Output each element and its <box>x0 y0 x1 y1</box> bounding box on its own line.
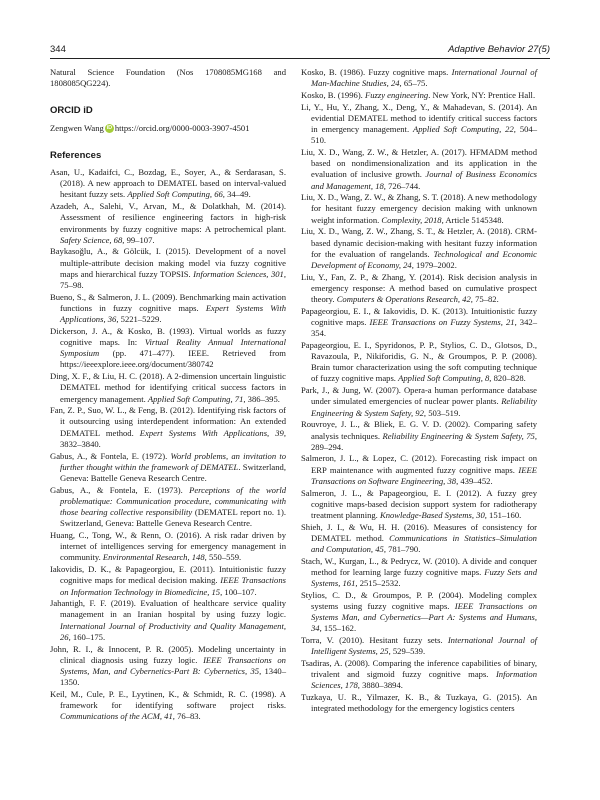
reference-pages: . New York, NY: Prentice Hall. <box>428 89 536 100</box>
reference-authors-title: Huang, C., Tong, W., & Renn, O. (2016). A risk radar driven by internet of intelligences serving for emergency management in community. <box>50 530 286 563</box>
reference-item <box>50 246 286 291</box>
reference-source: Safety Science, 68 <box>60 234 123 245</box>
reference-authors-title: Tsadiras, A. (2008). Comparing the inference capabilities of binary, trivalent and sigmoid fuzzy cognitive maps. <box>301 658 537 680</box>
reference-source: Computers & Operations Research, 42 <box>336 294 471 305</box>
reference-authors-title: Asan, U., Kadaifci, C., Bozdag, E., Soyer, A., & Serdarasan, S. (2018). A new approach to DEMATEL based on interval-valued hesitant fuzzy sets. <box>50 167 286 200</box>
reference-pages: , 65–75. <box>399 78 428 89</box>
reference-pages: , 155–162. <box>319 623 357 634</box>
reference-source: International Journal of Man-Machine Studies, 24 <box>311 67 537 89</box>
reference-source: International Journal of Intelligent Systems, 25 <box>311 635 538 657</box>
reference-source: World problems, an invitation to further thought within the framework of DEMATEL <box>60 450 287 472</box>
reference-authors-title: Liu, X. D., Wang, Z. W., & Zhang, S. T. (2018). A new methodology for hesitant fuzzy emergency decision making with unknown weight information. <box>301 192 537 225</box>
reference-item <box>301 453 537 487</box>
reference-source: Expert Systems With Applications, 36 <box>60 302 286 325</box>
reference-pages: , 2515–2532. <box>355 578 401 589</box>
reference-authors-title: Liu, X. D., Wang, Z. W., Zhang, S. T., & Hetzler, A. (2018). CRM-based dynamic decision-making with hesitant fuzzy information for the evaluation of rangelands. <box>301 226 537 259</box>
reference-source: Fuzzy engineering <box>364 89 429 100</box>
reference-source: Expert Systems With Applications, 39 <box>139 427 284 438</box>
reference-authors-title: Tuzkaya, U. R., Yilmazer, K. B., & Tuzkaya, G. (2015). An integrated methodology for the emergency logistics centers <box>301 692 537 714</box>
header-rule <box>50 58 550 59</box>
reference-authors-title: Dickerson, J. A., & Kosko, B. (1993). Virtual worlds as fuzzy cognitive maps. In: <box>50 325 286 348</box>
reference-pages: , 160–175. <box>68 631 106 642</box>
reference-pages: . Switzerland, Geneva: Battelle Geneva Research Centre. <box>60 461 286 483</box>
reference-authors-title: Kosko, B. (1986). Fuzzy cognitive maps. <box>301 67 452 77</box>
reference-source: Communications of the ACM, 41 <box>60 711 173 722</box>
reference-item <box>50 451 286 485</box>
reference-source: IEEE Transactions on Information Technology in Biomedicine, 15 <box>60 575 286 597</box>
reference-source: Applied Soft Computing, 22 <box>413 124 514 135</box>
reference-item <box>50 371 286 405</box>
orcid-heading: ORCID iD <box>50 105 93 117</box>
reference-authors-title: Gabus, A., & Fontela, E. (1972). <box>50 450 171 461</box>
reference-authors-title: Keil, M., Cule, P. E., Lyytinen, K., & Schmidt, R. C. (1998). A framework for identifying software project risks. <box>50 688 286 711</box>
reference-source: IEEE Transactions on Systems Man, and Cybernetics—Part A: Systems and Humans, 34 <box>311 601 537 634</box>
reference-source: Reliability Engineering & System Safety, 92 <box>311 396 537 418</box>
reference-pages: , 726–744. <box>383 180 421 191</box>
reference-pages: , 529–539. <box>388 646 426 657</box>
funding-text: Natural Science Foundation (Nos 1708085MG168 and 1808085QG224). <box>50 67 286 89</box>
reference-authors-title: Stylios, C. D., & Groumpos, P. P. (2004). Modeling complex systems using fuzzy cognitive maps. <box>301 589 537 612</box>
reference-source: Information Sciences, 178 <box>311 669 537 691</box>
reference-authors-title: Gabus, A., & Fontela, E. (1973). <box>50 484 190 495</box>
reference-pages: , 550–559. <box>204 552 242 563</box>
reference-authors-title: Rouvroye, J. L., & Bliek, E. G. V. D. (2002). Comparing safety analysis techniques. <box>301 419 537 441</box>
reference-source: Complexity, 2018 <box>381 214 442 225</box>
orcid-link[interactable]: https://orcid.org/0000-0003-3907-4501 <box>114 122 250 133</box>
reference-item <box>301 306 537 340</box>
reference-item <box>301 340 537 385</box>
reference-item <box>50 326 286 371</box>
reference-pages: , 75–98. <box>60 268 287 291</box>
reference-item <box>50 644 286 689</box>
reference-item <box>301 522 537 556</box>
reference-item <box>50 564 286 598</box>
reference-pages: , 99–107. <box>122 234 155 245</box>
references-heading: References <box>50 149 102 161</box>
reference-pages: , 76–83. <box>172 711 201 722</box>
reference-pages: , 100–107. <box>220 586 257 597</box>
reference-authors-title: Stach, W., Kurgan, L., & Pedrycz, W. (2010). A divide and conquer method for learning large fuzzy cognitive maps. <box>301 555 537 577</box>
reference-source: Reliability Engineering & System Safety, 75 <box>382 430 535 441</box>
reference-authors-title: Li, Y., Hu, Y., Zhang, X., Deng, Y., & Mahadevan, S. (2014). An evidential DEMATEL method to identify critical success factors in emergency management. <box>301 101 537 135</box>
reference-pages: , 3880–3894. <box>357 680 403 691</box>
reference-list-right <box>301 67 537 715</box>
left-column <box>50 67 286 723</box>
reference-pages: , 3832–3840. <box>60 427 286 449</box>
reference-pages: , 503–519. <box>423 407 461 418</box>
reference-item <box>301 147 537 192</box>
reference-item <box>301 419 537 453</box>
reference-authors-title: Salmeron, J. L., & Papageorgiou, E. I. (2012). A fuzzy grey cognitive maps-based decision support system for radiotherapy treatment planning. <box>301 487 537 520</box>
reference-pages: , 504–510. <box>311 124 538 146</box>
reference-pages: , 34–49. <box>222 189 251 200</box>
reference-item <box>301 102 537 147</box>
reference-source: Communications in Statistics–Simulation and Computation, 45 <box>311 532 537 555</box>
reference-authors-title: Shieh, J. I., & Wu, H. H. (2016). Measures of consistency for DEMATEL method. <box>301 521 537 543</box>
reference-pages: , 5221–5229. <box>116 314 162 325</box>
reference-item <box>301 635 537 657</box>
orcid-line <box>50 123 286 134</box>
reference-item <box>301 226 537 271</box>
reference-pages: , 342–354. <box>311 316 537 339</box>
orcid-author: Zengwen Wang <box>50 122 104 133</box>
reference-authors-title: Iakovidis, D. K., & Papageorgiou, E. (2011). Intuitionistic fuzzy cognitive maps for medical decision making. <box>50 564 286 586</box>
reference-item <box>50 485 286 530</box>
reference-pages: , Article 5145348. <box>441 214 504 225</box>
reference-pages: (DEMATEL report no. 1). Switzerland, Geneva: Battelle Geneva Research Centre. <box>60 507 286 529</box>
reference-authors-title: Kosko, B. (1996). <box>301 89 365 100</box>
reference-item <box>50 167 286 201</box>
reference-item <box>50 405 286 450</box>
reference-source: Fuzzy Sets and Systems, 161 <box>311 566 537 589</box>
reference-authors-title: Fan, Z. P., Suo, W. L., & Feng, B. (2012). Identifying risk factors of it outsourcing using interdependent information: An extended DEMATEL method. <box>50 405 286 438</box>
reference-source: Virtual Reality Annual International Symposium <box>60 337 286 359</box>
page-number: 344 <box>50 44 66 55</box>
reference-item <box>301 658 537 692</box>
reference-authors-title: Bueno, S., & Salmeron, J. L. (2009). Benchmarking main activation functions in fuzzy cognitive maps. <box>50 291 286 313</box>
reference-item <box>50 689 286 723</box>
reference-pages: , 781–790. <box>383 544 421 555</box>
reference-list-left <box>50 167 286 722</box>
reference-pages: , 289–294. <box>311 430 537 452</box>
reference-item <box>301 272 537 306</box>
reference-authors-title: Papageorgiou, E. I., Spyridonos, P. P., Stylios, C. D., Glotsos, D., Ravazoula, P., Nikiforidis, G. N., & Groumpos, P. P. (2008). Brain tumor characterization using the soft computing technique of fuzzy cognitive maps. <box>301 339 537 384</box>
reference-authors-title: Jahantigh, F. F. (2019). Evaluation of healthcare service quality management in an Iranian hospital by using fuzzy logic. <box>50 598 286 620</box>
reference-source: IEEE Transactions on Fuzzy Systems, 21 <box>369 316 515 327</box>
reference-authors-title: Liu, Y., Fan, Z. P., & Zhang, Y. (2014). Risk decision analysis in emergency response: A method based on cumulative prospect theory. <box>301 271 537 305</box>
reference-authors-title: Ding, X. F., & Liu, H. C. (2018). A 2-dimension uncertain linguistic DEMATEL method for identifying critical success factors in emergency management. <box>50 371 286 404</box>
reference-item <box>301 90 537 101</box>
reference-source: Journal of Business Economics and Management, 18 <box>311 169 537 191</box>
reference-item <box>50 530 286 564</box>
reference-item <box>50 201 286 246</box>
reference-authors-title: Salmeron, J. L., & Lopez, C. (2012). Forecasting risk impact on ERP maintenance with augmented fuzzy cognitive maps. <box>301 453 537 475</box>
reference-item <box>301 192 537 226</box>
orcid-icon: iD <box>106 124 113 131</box>
page-header <box>0 0 600 55</box>
reference-authors-title: Liu, X. D., Wang, Z. W., & Hetzler, A. (2017). HFMADM method based on nondimensionalization and its application in the evaluation of inclusive growth. <box>301 146 537 180</box>
reference-pages: , 1979–2002. <box>411 259 457 270</box>
reference-pages: , 386–395. <box>243 393 280 404</box>
reference-pages: , 820–828. <box>489 373 526 384</box>
journal-name: Adaptive Behavior 27(5) <box>448 44 550 55</box>
reference-source: Knowledge-Based Systems, 30 <box>379 509 485 520</box>
reference-item <box>50 598 286 643</box>
reference-source: Technological and Economic Development of Economy, 24 <box>311 248 537 270</box>
reference-source: International Journal of Productivity and Quality Management, 26 <box>60 620 286 642</box>
reference-item <box>301 692 537 714</box>
reference-authors-title: Azadeh, A., Salehi, V., Arvan, M., & Dolatkhah, M. (2014). Assessment of resilience engineering factors in high-risk environments by fuzzy cognitive maps: A petrochemical plant. <box>50 201 286 234</box>
reference-authors-title: Torra, V. (2010). Hesitant fuzzy sets. <box>301 635 448 646</box>
reference-item <box>301 67 537 89</box>
reference-pages: , 151–160. <box>484 509 522 520</box>
reference-item <box>50 292 286 326</box>
reference-item <box>301 385 537 419</box>
reference-authors-title: Papageorgiou, E. I., & Iakovidis, D. K. (2013). Intuitionistic fuzzy cognitive maps. <box>301 305 537 327</box>
reference-source: Applied Soft Computing, 66 <box>127 189 223 200</box>
reference-source: IEEE Transactions on Systems, Man, and Cybernetics-Part B: Cybernetics, 35 <box>60 654 286 676</box>
right-column <box>301 67 537 715</box>
reference-authors-title: John, R. I., & Innocent, P. R. (2005). Modeling uncertainty in clinical diagnosis using fuzzy logic. <box>50 643 286 665</box>
reference-source: Applied Soft Computing, 8 <box>398 373 490 384</box>
reference-authors-title: Park, J., & Jung, W. (2007). Opera-a human performance database under simulated emergencies of nuclear power plants. <box>301 385 537 407</box>
reference-source: Applied Soft Computing, 71 <box>147 393 244 404</box>
reference-source: Information Sciences, 301 <box>193 268 284 279</box>
reference-source: IEEE Transactions on Software Engineering, 38 <box>311 464 537 486</box>
reference-pages: , 1340–1350. <box>60 665 286 688</box>
reference-pages: , 439–452. <box>456 475 493 486</box>
reference-item <box>301 590 537 635</box>
reference-pages: (pp. 471–477). IEEE. Retrieved from https://ieeexplore.ieee.org/document/380742 <box>60 348 286 370</box>
reference-source: Environmental Research, 148 <box>102 552 205 563</box>
reference-pages: , 75–82. <box>470 294 499 305</box>
reference-item <box>301 488 537 522</box>
reference-authors-title: Baykasoğlu, A., & Gölcük, I. (2015). Development of a novel multiple-attribute decision making model via fuzzy cognitive maps and hierarchical fuzzy TOPSIS. <box>50 246 286 279</box>
reference-item <box>301 556 537 590</box>
reference-source: Perceptions of the world problematique: Communication procedure, communicating with those bearing collective responsibility <box>60 484 287 518</box>
